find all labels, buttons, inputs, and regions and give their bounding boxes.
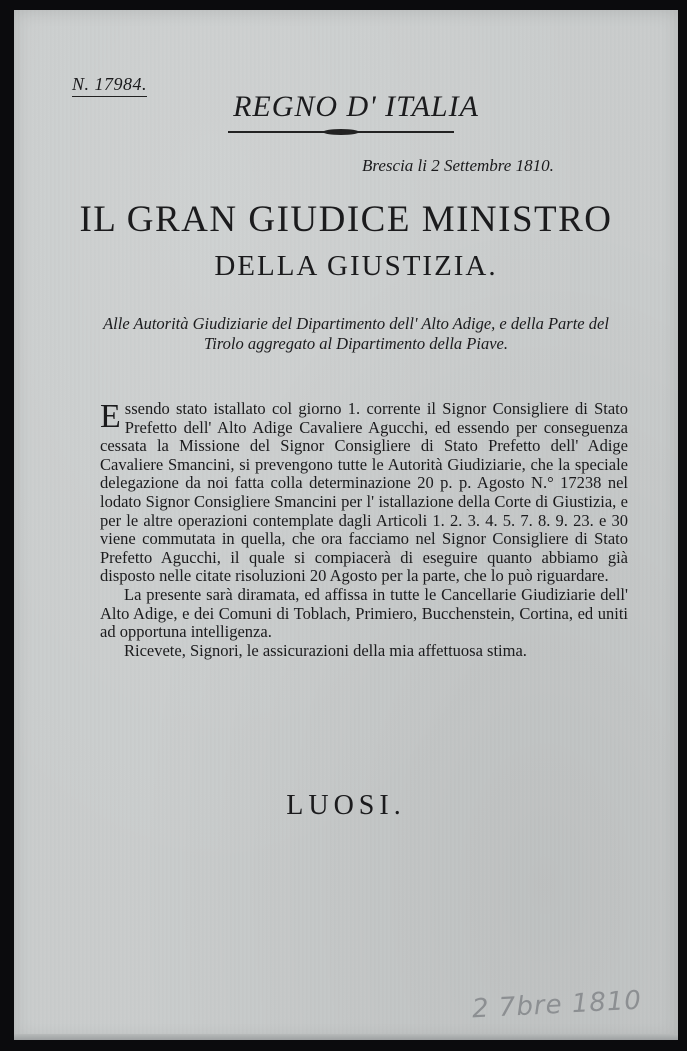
addressee: Alle Autorità Giudiziarie del Dipartimento dell' Alto Adige, e della Parte del Tirolo aggregato al Dipartimento della Piave. <box>103 314 609 353</box>
pencil-annotation: 2 7bre 1810 <box>471 985 643 1025</box>
heading-rule <box>228 131 454 133</box>
place-date: Brescia li 2 Settembre 1810. <box>362 156 554 175</box>
document-sheet <box>14 10 678 1040</box>
body-paragraph: Ricevete, Signori, le assicurazioni della mia affettuosa stima. <box>124 640 527 660</box>
body-paragraph: Essendo stato istallato col giorno 1. corrente il Signor Consigliere di Stato Prefetto dell' Alto Adige Cavaliere Agucchi, ed essendo per conseguenza cessata la Missione del Signor Consigliere di Stato Prefetto dell' Adige Cavaliere Smancini, si prevengono tutte le Autorità Giudiziarie, che la speciale delegazione da noi fatta colla determinazione 20 p. p. Agosto N.° 17238 nel lodato Signor Consigliere Smancini per l' istallazione della Corte di Giustizia, e per le altre operazioni contemplate dagli Articoli 1. 2. 3. 4. 5. 7. 8. 9. 23. e 30 viene commutata in quella, che ora facciamo nel Signor Consigliere di Stato Prefetto Agucchi, il quale si compiacerà di eseguire quanto abbiamo già disposto nelle citate risoluzioni 20 Agosto per la parte, che lo può riguardare. <box>100 398 628 586</box>
title-line-1: IL GRAN GIUDICE MINISTRO <box>79 199 613 240</box>
paper-edge <box>14 1034 678 1040</box>
document-number: N. 17984. <box>72 74 147 97</box>
body-text <box>100 400 628 660</box>
body-paragraph: La presente sarà diramata, ed affissa in tutte le Cancellarie Giudiziarie dell' Alto Adige, e dei Comuni di Toblach, Primiero, Bucchenstein, Cortina, ed uniti ad opportuna intelligenza. <box>100 584 628 642</box>
kingdom-heading: REGNO D' ITALIA <box>233 90 479 123</box>
signature: LUOSI. <box>286 790 406 821</box>
title-line-2: DELLA GIUSTIZIA. <box>214 250 498 282</box>
